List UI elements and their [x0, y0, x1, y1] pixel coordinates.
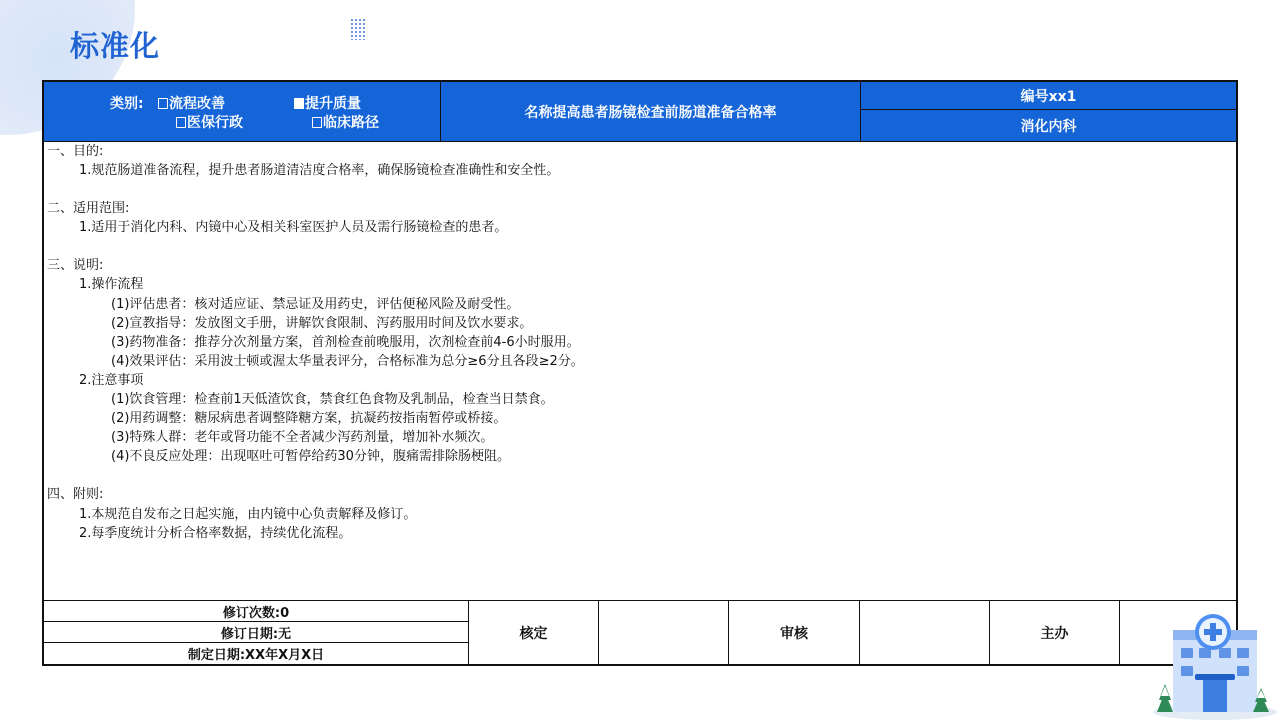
decorative-dots	[350, 18, 366, 40]
option-process-improvement[interactable]: 流程改善	[158, 93, 225, 113]
list-item: (4)效果评估：采用波士顿或渥太华量表评分，合格标准为总分≥6分且各段≥2分。	[111, 353, 584, 369]
section-heading: 二、适用范围:	[47, 201, 130, 217]
option-clinical-pathway[interactable]: 临床路径	[312, 112, 379, 132]
revision-date: 修订日期:无	[44, 622, 468, 643]
checkbox-icon[interactable]	[176, 117, 186, 128]
review-label: 审核	[729, 601, 860, 665]
review-value[interactable]	[860, 601, 990, 665]
form-header	[44, 82, 1236, 142]
section-line: 1.规范肠道准备流程，提升患者肠道清洁度合格率，确保肠镜检查准确性和安全性。	[79, 163, 560, 179]
list-item: (4)不良反应处理：出现呕吐可暂停给药30分钟，腹痛需排除肠梗阻。	[111, 449, 510, 465]
approve-value[interactable]	[599, 601, 729, 665]
category-cell	[44, 82, 441, 141]
department: 消化内科	[1020, 118, 1077, 135]
subsection-title: 1.操作流程	[79, 277, 144, 293]
section-heading: 四、附则:	[47, 487, 104, 503]
standard-name: 名称提高患者肠镜检查前肠道准备合格率	[441, 82, 861, 141]
category-label: 类别:	[110, 96, 144, 112]
host-label: 主办	[990, 601, 1120, 665]
checkbox-icon[interactable]	[312, 117, 322, 128]
option-quality-improvement[interactable]: 提升质量	[294, 93, 361, 113]
page-title: 标准化	[70, 29, 161, 63]
section-line: 1.适用于消化内科、内镜中心及相关科室医护人员及需行肠镜检查的患者。	[79, 220, 508, 236]
section-line: 1.本规范自发布之日起实施，由内镜中心负责解释及修订。	[79, 506, 417, 522]
section-heading: 三、说明:	[47, 258, 104, 274]
section-heading: 一、目的:	[47, 144, 104, 159]
form-body	[47, 142, 1232, 543]
list-item: (2)用药调整：糖尿病患者调整降糖方案，抗凝药按指南暂停或桥接。	[111, 411, 507, 427]
hospital-illustration	[1145, 600, 1280, 720]
list-item: (2)宣教指导：发放图文手册，讲解饮食限制、泻药服用时间及饮水要求。	[111, 315, 533, 331]
standard-code: 编号xx1	[861, 82, 1236, 110]
list-item: (1)评估患者：核对适应证、禁忌证及用药史，评估便秘风险及耐受性。	[111, 296, 520, 312]
list-item: (1)饮食管理：检查前1天低渣饮食，禁食红色食物及乳制品，检查当日禁食。	[111, 392, 554, 408]
subsection-title: 2.注意事项	[79, 372, 144, 388]
checkbox-checked-icon[interactable]	[294, 98, 304, 109]
list-item: (3)特殊人群：老年或肾功能不全者减少泻药剂量，增加补水频次。	[111, 430, 494, 446]
checkbox-icon[interactable]	[158, 98, 168, 109]
list-item: (3)药物准备：推荐分次剂量方案，首剂检查前晚服用，次剂检查前4-6小时服用。	[111, 334, 580, 350]
standard-form-table	[42, 80, 1238, 666]
revision-info	[44, 601, 469, 665]
approve-label: 核定	[469, 601, 599, 665]
created-date: 制定日期:XX年X月X日	[187, 648, 325, 663]
form-footer	[44, 600, 1236, 665]
option-insurance-admin[interactable]: 医保行政	[176, 112, 243, 132]
section-line: 2.每季度统计分析合格率数据，持续优化流程。	[79, 525, 352, 541]
revision-count: 修订次数:0	[44, 601, 468, 622]
